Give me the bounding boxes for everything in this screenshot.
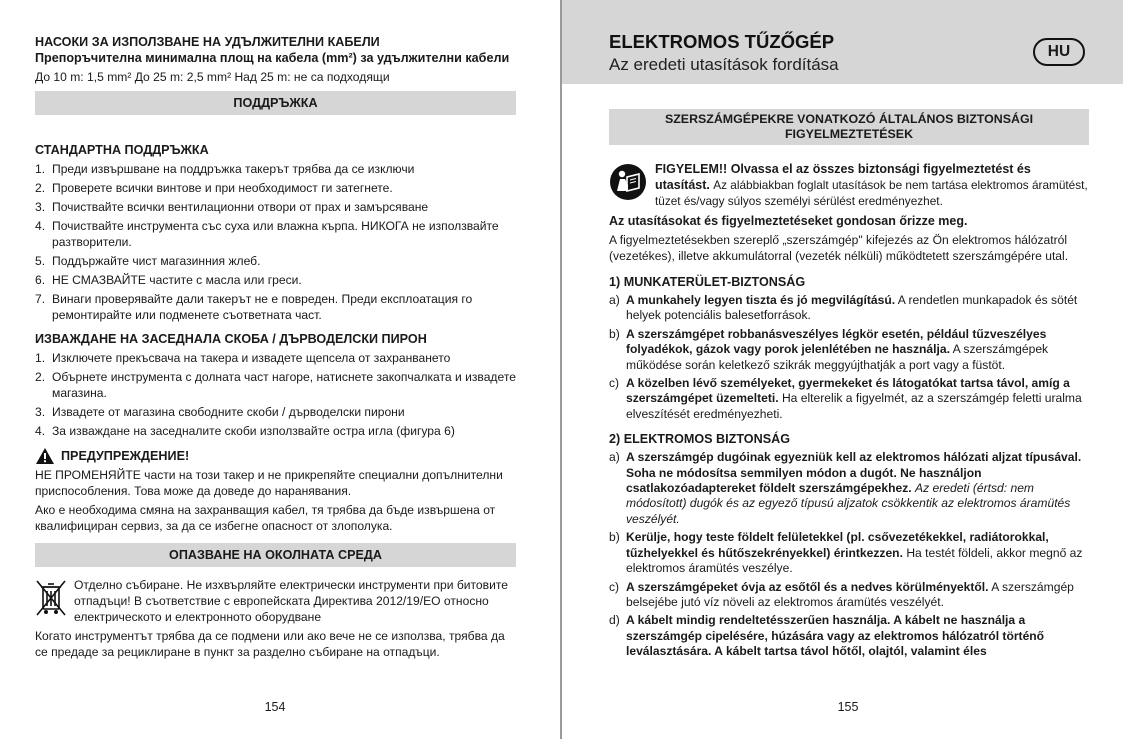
list-item: 2. Обърнете инструмента с долната част нагоре, натиснете закопчалката и извадете магазина. xyxy=(35,370,516,400)
cable-heading: НАСОКИ ЗА ИЗПОЛЗВАНЕ НА УДЪЛЖИТЕЛНИ КАБЕЛИ xyxy=(35,35,380,49)
jam-heading: ИЗВАЖДАНЕ НА ЗАСЕДНАЛА СКОБА / ДЪРВОДЕЛСКИ ПИРОН xyxy=(35,332,427,346)
warning-heading: ПРЕДУПРЕЖДЕНИЕ! xyxy=(61,449,190,463)
list-item: 1. Изключете прекъсвача на такера и извадете щепсела от захранването xyxy=(35,351,451,365)
maintenance-bar: ПОДДРЪЖКА xyxy=(35,91,516,115)
header-band xyxy=(562,0,1123,84)
list-item: 2. Проверете всички винтове и при необходимост ги затегнете. xyxy=(35,181,393,195)
weee-block xyxy=(35,577,516,625)
safety-bar: SZERSZÁMGÉPEKRE VONATKOZÓ ÁLTALÁNOS BIZTONSÁGI FIGYELMEZTETÉSEK xyxy=(609,109,1089,145)
warning-triangle-icon xyxy=(35,447,55,465)
keep-instructions: Az utasításokat és figyelmeztetéseket gondosan őrizze meg. xyxy=(609,214,968,228)
page-title: ELEKTROMOS TŰZŐGÉP xyxy=(609,31,835,52)
page-number: 154 xyxy=(264,700,286,714)
page-155 xyxy=(562,0,1123,739)
list-item: c) A közelben lévő személyeket, gyermekeket és látogatókat tartsa távol, amíg a szerszámgépet üzemelteti. Ha elterelik a figyelmét, az a szerszámgép feletti uralma elveszítését eredményezheti. xyxy=(609,376,1082,421)
page-subtitle: Az eredeti utasítások fordítása xyxy=(609,55,839,74)
list-item: c) A szerszámgépeket óvja az esőtől és a nedves körülményektől. A szerszámgép belsejébe jutó víz növeli az elektromos áramütés veszélyét. xyxy=(609,579,1074,609)
definition-text: A figyelmeztetésekben szereplő „szerszámgép" kifejezés az Ön elektromos hálózatról (vezetékes), illetve akkumulátorral (vezeték nélküli) működtetett szerszámgépére utal. xyxy=(609,233,1069,263)
s1-list xyxy=(609,293,1089,422)
warning-heading-row xyxy=(35,447,516,465)
warning-paragraph-2: Ако е необходима смяна на захранващия кабел, тя трябва да бъде извършена от квалифициран сервиз, за да се избегне опасност от злополука. xyxy=(35,503,496,533)
list-item: b) Kerülje, hogy teste földelt felületekkel (pl. csővezetékekkel, radiátorokkal, tűzhelyekkel és hűtőszekrényekkel) érintkezzen. Ha testét földeli, akkor megnő az elektromos áramütés veszélye. xyxy=(609,530,1083,576)
list-item: 6. НЕ СМАЗВАЙТЕ частите с масла или греси. xyxy=(35,273,302,287)
s1-heading: 1) MUNKATERÜLET-BIZTONSÁG xyxy=(609,275,806,289)
jam-list xyxy=(35,350,516,439)
list-item: 7. Винаги проверявайте дали такерът не е повреден. Преди експлоатация го ремонтирайте или подменете съответната част. xyxy=(35,292,473,322)
s2-list xyxy=(609,450,1089,659)
cable-subheading: Препоръчителна минимална площ на кабела (mm²) за удължителни кабели xyxy=(35,51,510,65)
language-badge: HU xyxy=(1033,38,1085,66)
list-item: d) A kábelt mindig rendeltetésszerűen használja. A kábelt ne használja a szerszámgép cipelésére, húzására vagy az elektromos hálózatról történő leválasztására. A kábelt tartsa távol hőtől, olajtól, valamint éles xyxy=(609,613,1045,659)
recycle-text: Когато инструментът трябва да се подмени или ако вече не се използва, трябва да се предаде за рециклиране в пункт за разделно събиране на отпадъци. xyxy=(35,629,505,659)
environment-bar: ОПАЗВАНЕ НА ОКОЛНАТА СРЕДА xyxy=(35,543,516,567)
list-item: b) A szerszámgépet robbanásveszélyes légkör esetén, például tűzveszélyes folyadékok, gázok vagy porok jelenlétében ne használja. A szerszámgépek működése során keletkező szikrák meggyújthatják a port vagy a füstöt. xyxy=(609,326,1049,372)
s2-heading: 2) ELEKTROMOS BIZTONSÁG xyxy=(609,432,790,447)
warning-paragraph-1: НЕ ПРОМЕНЯЙТЕ части на този такер и не прикрепяйте специални допълнителни приспособления. Това може да доведе до наранявания. xyxy=(35,468,503,498)
attention-block xyxy=(609,161,1089,209)
attention-text: FIGYELEM!! Olvassa el az összes biztonsági figyelmeztetést és utasítást. Az alábbiakban foglalt utasítások be nem tartása elektromos áramütést, tüzet és/vagy súlyos személyi sérülést eredményezhet. xyxy=(655,162,1088,208)
list-item: 5. Поддържайте чист магазинния жлеб. xyxy=(35,254,261,268)
cable-spec: До 10 m: 1,5 mm² До 25 m: 2,5 mm² Над 25 m: не са подходящи xyxy=(35,70,390,84)
list-item: 3. Извадете от магазина свободните скоби / дърводелски пирони xyxy=(35,405,405,419)
list-item: 4. Почиствайте инструмента със суха или влажна кърпа. НИКОГА не използвайте разтворители. xyxy=(35,219,499,249)
list-item: 1. Преди извършване на поддръжка такерът трябва да се изключи xyxy=(35,162,415,176)
list-item: 4. За изваждане на заседналите скоби използвайте остра игла (фигура 6) xyxy=(35,424,455,438)
list-item: a) A szerszámgép dugóinak egyezniük kell az elektromos hálózati aljzat típusával. Soha ne módosítsa semmilyen módon a dugót. Ne használjon csatlakozóadaptereket földelt szerszámgépekhez. Az eredeti (értsd: nem módosított) dugók és az egyező típusú aljzatok csökkentik az elektromos áramütés veszélyét. xyxy=(609,450,1082,526)
weee-bin-icon xyxy=(35,579,67,619)
std-maint-list xyxy=(35,161,516,323)
list-item: a) A munkahely legyen tiszta és jó megvilágítású. A rendetlen munkapadok és sötét helyek potenciális balesetforrások. xyxy=(609,293,1078,323)
page-number: 155 xyxy=(837,700,859,714)
weee-text: Отделно събиране. Не изхвърляйте електрически инструменти при битовите отпадъци! В съответствие с европейската Директива 2012/19/ЕО относно електрическото и електронното оборудване xyxy=(74,578,508,624)
std-maint-heading: СТАНДАРТНА ПОДДРЪЖКА xyxy=(35,143,209,157)
page-154 xyxy=(0,0,560,739)
read-manual-icon xyxy=(609,163,647,201)
list-item: 3. Почиствайте всички вентилационни отвори от прах и замърсяване xyxy=(35,200,429,214)
